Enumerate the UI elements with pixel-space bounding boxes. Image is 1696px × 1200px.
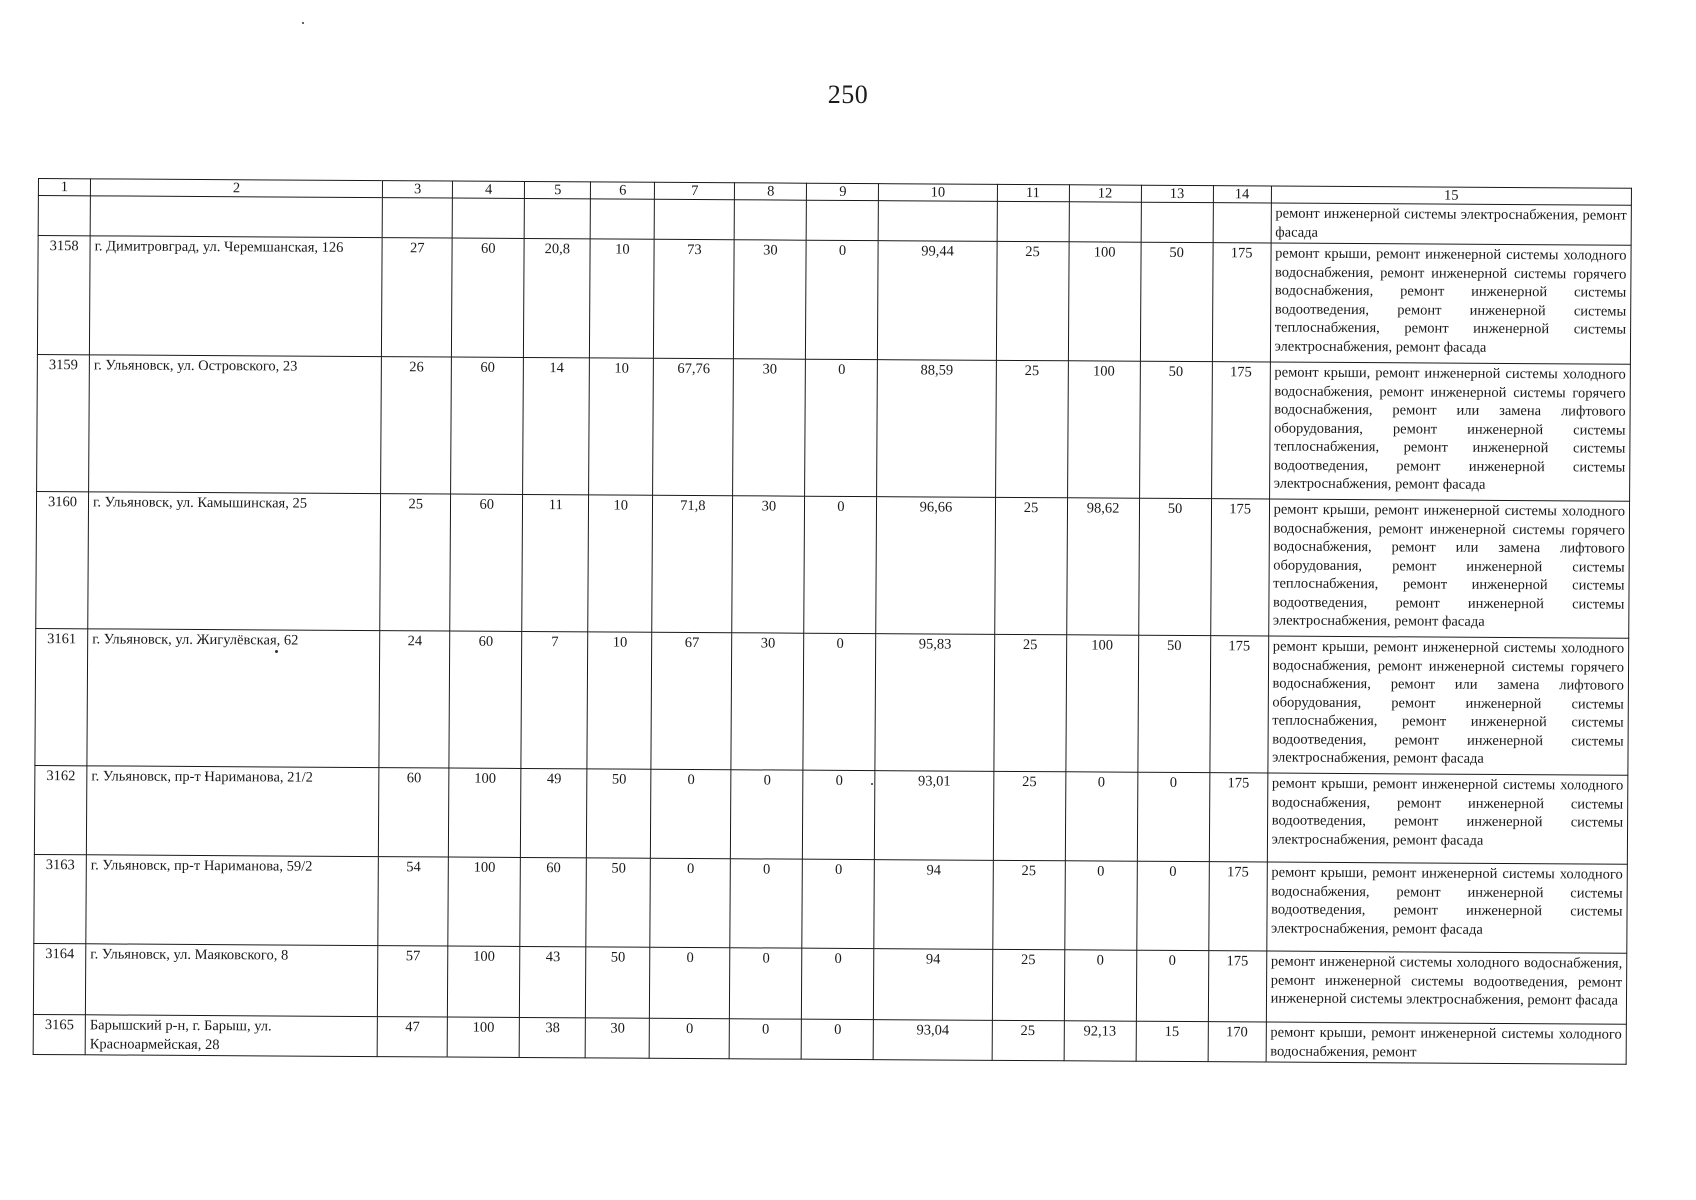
value-cell: 26 bbox=[381, 357, 452, 494]
value-cell: 0 bbox=[802, 859, 875, 948]
header-cell: 6 bbox=[591, 182, 655, 199]
row-id-cell: 3162 bbox=[34, 765, 87, 854]
table-row bbox=[35, 628, 1629, 775]
header-cell: 9 bbox=[807, 183, 879, 200]
value-cell: 30 bbox=[585, 1018, 649, 1058]
works-cell: ремонт крыши, ремонт инженерной системы холодного водоснабжения, ремонт инженерной системы горячего водоснабжения, ремонт или замена лифтового оборудования, ремонт инженерной системы теплоснабжения, ремонт инженерной системы водоотведения, ремонт инженерной системы электроснабжения, ремонт фасада bbox=[1268, 636, 1629, 775]
value-cell: 20,8 bbox=[524, 238, 591, 357]
value-cell: 88,59 bbox=[877, 360, 996, 498]
value-cell: 93,01 bbox=[875, 771, 994, 861]
value-cell: 60 bbox=[449, 631, 522, 768]
value-cell: 60 bbox=[452, 238, 525, 357]
value-cell: 25 bbox=[993, 771, 1066, 860]
value-cell: 43 bbox=[520, 946, 586, 1017]
header-cell: 13 bbox=[1141, 185, 1213, 202]
value-cell: 10 bbox=[590, 239, 655, 358]
value-cell: 30 bbox=[732, 496, 805, 633]
value-cell: 25 bbox=[995, 360, 1068, 497]
value-cell: 50 bbox=[587, 769, 652, 858]
value-cell: 0 bbox=[1136, 861, 1209, 950]
address-cell: г. Ульяновск, ул. Жигулёвская, 62 bbox=[87, 629, 380, 768]
value-cell: 67 bbox=[651, 632, 732, 769]
table-row bbox=[33, 943, 1626, 1024]
empty-cell bbox=[452, 198, 524, 238]
table-row bbox=[36, 491, 1630, 638]
address-cell: г. Ульяновск, ул. Камышинская, 25 bbox=[88, 492, 381, 631]
value-cell: 98,62 bbox=[1066, 498, 1139, 635]
row-id-cell: 3159 bbox=[37, 354, 90, 491]
value-cell: 57 bbox=[378, 946, 448, 1017]
value-cell: 7 bbox=[521, 631, 588, 768]
value-cell: 0 bbox=[731, 770, 804, 859]
value-cell: 10 bbox=[587, 632, 652, 769]
address-cell: Барышский р-н, г. Барыш, ул. Красноармейская, 28 bbox=[85, 1015, 377, 1057]
header-cell: 14 bbox=[1213, 186, 1271, 203]
value-cell: 30 bbox=[733, 359, 806, 496]
value-cell: 25 bbox=[992, 1020, 1064, 1060]
works-cell: ремонт крыши, ремонт инженерной системы холодного водоснабжения, ремонт инженерной системы водоотведения, ремонт инженерной системы электроснабжения, ремонт фасада bbox=[1267, 773, 1628, 864]
header-cell: 1 bbox=[38, 179, 90, 196]
row-id-cell: 3163 bbox=[34, 854, 87, 943]
repair-registry-table bbox=[33, 178, 1632, 1065]
value-cell: 0 bbox=[803, 633, 876, 770]
empty-cell bbox=[524, 198, 590, 238]
page-number: 250 bbox=[827, 80, 869, 109]
address-cell: г. Ульяновск, ул. Маяковского, 8 bbox=[85, 944, 378, 1017]
header-cell: 15 bbox=[1271, 186, 1631, 205]
value-cell: 0 bbox=[730, 859, 803, 948]
value-cell: 95,83 bbox=[875, 634, 994, 772]
works-cell: ремонт крыши, ремонт инженерной системы холодного водоснабжения, ремонт инженерной системы водоотведения, ремонт инженерной системы электроснабжения, ремонт фасада bbox=[1266, 862, 1627, 953]
value-cell: 60 bbox=[520, 857, 587, 946]
value-cell: 94 bbox=[874, 949, 992, 1021]
value-cell: 0 bbox=[803, 770, 876, 859]
value-cell: 170 bbox=[1208, 1022, 1266, 1062]
value-cell: 47 bbox=[377, 1017, 447, 1057]
row-id-cell: 3164 bbox=[33, 943, 85, 1014]
value-cell: 24 bbox=[379, 631, 450, 768]
value-cell: 10 bbox=[589, 358, 654, 495]
row-id-cell: 3158 bbox=[37, 236, 90, 355]
header-cell: 10 bbox=[879, 184, 997, 202]
empty-cell bbox=[1069, 202, 1141, 242]
value-cell: 100 bbox=[1065, 635, 1138, 772]
value-cell: 27 bbox=[382, 238, 453, 357]
value-cell: 0 bbox=[730, 1019, 802, 1059]
value-cell: 30 bbox=[734, 240, 807, 359]
value-cell: 38 bbox=[519, 1017, 585, 1057]
value-cell: 0 bbox=[802, 1019, 874, 1059]
header-cell: 8 bbox=[735, 183, 807, 200]
value-cell: 67,76 bbox=[653, 358, 734, 495]
value-cell: 25 bbox=[992, 949, 1064, 1020]
works-cell: ремонт крыши, ремонт инженерной системы холодного водоснабжения, ремонт инженерной системы горячего водоснабжения, ремонт или замена лифтового оборудования, ремонт инженерной системы теплоснабжения, ремонт инженерной системы водоотведения, ремонт инженерной системы электроснабжения, ремонт фасада bbox=[1268, 499, 1629, 638]
value-cell: 99,44 bbox=[878, 241, 997, 361]
value-cell: 25 bbox=[996, 241, 1069, 360]
empty-cell bbox=[590, 199, 654, 239]
value-cell: 50 bbox=[1137, 635, 1210, 772]
header-cell: 11 bbox=[997, 184, 1069, 201]
value-cell: 15 bbox=[1136, 1021, 1208, 1061]
works-cell: ремонт инженерной системы электроснабжения, ремонт фасада bbox=[1271, 203, 1632, 245]
value-cell: 50 bbox=[1139, 361, 1212, 498]
header-cell: 12 bbox=[1069, 185, 1141, 202]
value-cell: 11 bbox=[522, 494, 589, 631]
value-cell: 175 bbox=[1209, 773, 1268, 862]
value-cell: 0 bbox=[650, 858, 731, 947]
value-cell: 0 bbox=[1065, 772, 1138, 861]
value-cell: 94 bbox=[874, 860, 993, 950]
table-row bbox=[37, 354, 1631, 501]
row-id-cell: 3161 bbox=[35, 628, 88, 765]
value-cell: 73 bbox=[654, 239, 735, 358]
empty-cell bbox=[90, 196, 382, 238]
value-cell: 175 bbox=[1208, 862, 1267, 951]
value-cell: 54 bbox=[378, 857, 449, 946]
value-cell: 175 bbox=[1209, 636, 1268, 773]
value-cell: 49 bbox=[521, 768, 588, 857]
value-cell: 60 bbox=[450, 494, 523, 631]
value-cell: 0 bbox=[806, 240, 879, 359]
empty-cell bbox=[735, 200, 807, 240]
value-cell: 175 bbox=[1210, 499, 1269, 636]
works-cell: ремонт крыши, ремонт инженерной системы холодного водоснабжения, ремонт инженерной системы горячего водоснабжения, ремонт или замена лифтового оборудования, ремонт инженерной системы теплоснабжения, ремонт инженерной системы водоотведения, ремонт инженерной системы электроснабжения, ремонт фасада bbox=[1269, 362, 1630, 501]
value-cell: 100 bbox=[447, 1017, 519, 1057]
table-row bbox=[34, 765, 1628, 864]
header-cell: 2 bbox=[90, 179, 382, 198]
value-cell: 100 bbox=[449, 768, 522, 857]
value-cell: 93,04 bbox=[874, 1020, 992, 1061]
row-id-cell: 3165 bbox=[33, 1014, 85, 1054]
value-cell: 60 bbox=[451, 357, 524, 494]
value-cell: 0 bbox=[804, 496, 877, 633]
empty-cell bbox=[997, 201, 1069, 241]
value-cell: 30 bbox=[731, 633, 804, 770]
empty-cell bbox=[654, 199, 734, 239]
value-cell: 25 bbox=[993, 634, 1066, 771]
value-cell: 96,66 bbox=[876, 497, 995, 635]
empty-cell bbox=[879, 201, 997, 242]
address-cell: г. Ульяновск, пр-т Нариманова, 21/2 bbox=[86, 766, 379, 857]
value-cell: 0 bbox=[651, 769, 732, 858]
table-row bbox=[33, 1014, 1626, 1064]
value-cell: 0 bbox=[1064, 950, 1136, 1021]
empty-cell bbox=[382, 198, 452, 238]
works-cell: ремонт крыши, ремонт инженерной системы холодного водоснабжения, ремонт bbox=[1266, 1022, 1627, 1064]
value-cell: 0 bbox=[1137, 772, 1210, 861]
value-cell: 0 bbox=[1136, 950, 1208, 1021]
empty-cell bbox=[807, 200, 879, 240]
value-cell: 25 bbox=[992, 860, 1065, 949]
value-cell: 10 bbox=[588, 495, 653, 632]
table-row bbox=[37, 236, 1631, 365]
value-cell: 175 bbox=[1212, 243, 1271, 362]
value-cell: 100 bbox=[1068, 242, 1141, 361]
value-cell: 71,8 bbox=[652, 495, 733, 632]
works-cell: ремонт инженерной системы холодного водоснабжения, ремонт инженерной системы водоотведения, ремонт инженерной системы электроснабжения, ремонт фасада bbox=[1266, 951, 1627, 1024]
value-cell: 0 bbox=[649, 1018, 729, 1058]
value-cell: 0 bbox=[805, 359, 878, 496]
value-cell: 50 bbox=[1138, 498, 1211, 635]
address-cell: г. Ульяновск, ул. Островского, 23 bbox=[89, 355, 382, 494]
value-cell: 0 bbox=[650, 947, 730, 1018]
value-cell: 25 bbox=[380, 494, 451, 631]
value-cell: 25 bbox=[994, 497, 1067, 634]
table-row bbox=[34, 854, 1628, 953]
header-cell: 5 bbox=[525, 181, 591, 198]
empty-cell bbox=[1213, 203, 1271, 243]
value-cell: 175 bbox=[1208, 951, 1266, 1022]
value-cell: 175 bbox=[1211, 362, 1270, 499]
value-cell: 100 bbox=[448, 857, 521, 946]
empty-cell bbox=[1141, 202, 1213, 242]
header-cell: 7 bbox=[655, 182, 735, 199]
value-cell: 60 bbox=[379, 768, 450, 857]
empty-cell bbox=[38, 196, 90, 236]
value-cell: 100 bbox=[1067, 361, 1140, 498]
scan-speck bbox=[302, 22, 304, 24]
address-cell: г. Димитровград, ул. Черемшанская, 126 bbox=[89, 236, 382, 357]
value-cell: 0 bbox=[802, 948, 874, 1019]
value-cell: 50 bbox=[1140, 242, 1213, 361]
value-cell: 0 bbox=[1064, 861, 1137, 950]
value-cell: 92,13 bbox=[1064, 1021, 1136, 1061]
address-cell: г. Ульяновск, пр-т Нариманова, 59/2 bbox=[86, 855, 379, 946]
value-cell: 50 bbox=[586, 858, 651, 947]
value-cell: 100 bbox=[448, 946, 520, 1017]
row-id-cell: 3160 bbox=[36, 491, 89, 628]
value-cell: 0 bbox=[730, 948, 802, 1019]
value-cell: 50 bbox=[586, 947, 650, 1018]
header-cell: 4 bbox=[453, 181, 525, 198]
value-cell: 14 bbox=[523, 357, 590, 494]
header-cell: 3 bbox=[383, 181, 453, 198]
works-cell: ремонт крыши, ремонт инженерной системы холодного водоснабжения, ремонт инженерной системы горячего водоснабжения, ремонт инженерной системы водоотведения, ремонт инженерной системы теплоснабжения, ремонт инженерной системы электроснабжения, ремонт фасада bbox=[1270, 243, 1631, 364]
